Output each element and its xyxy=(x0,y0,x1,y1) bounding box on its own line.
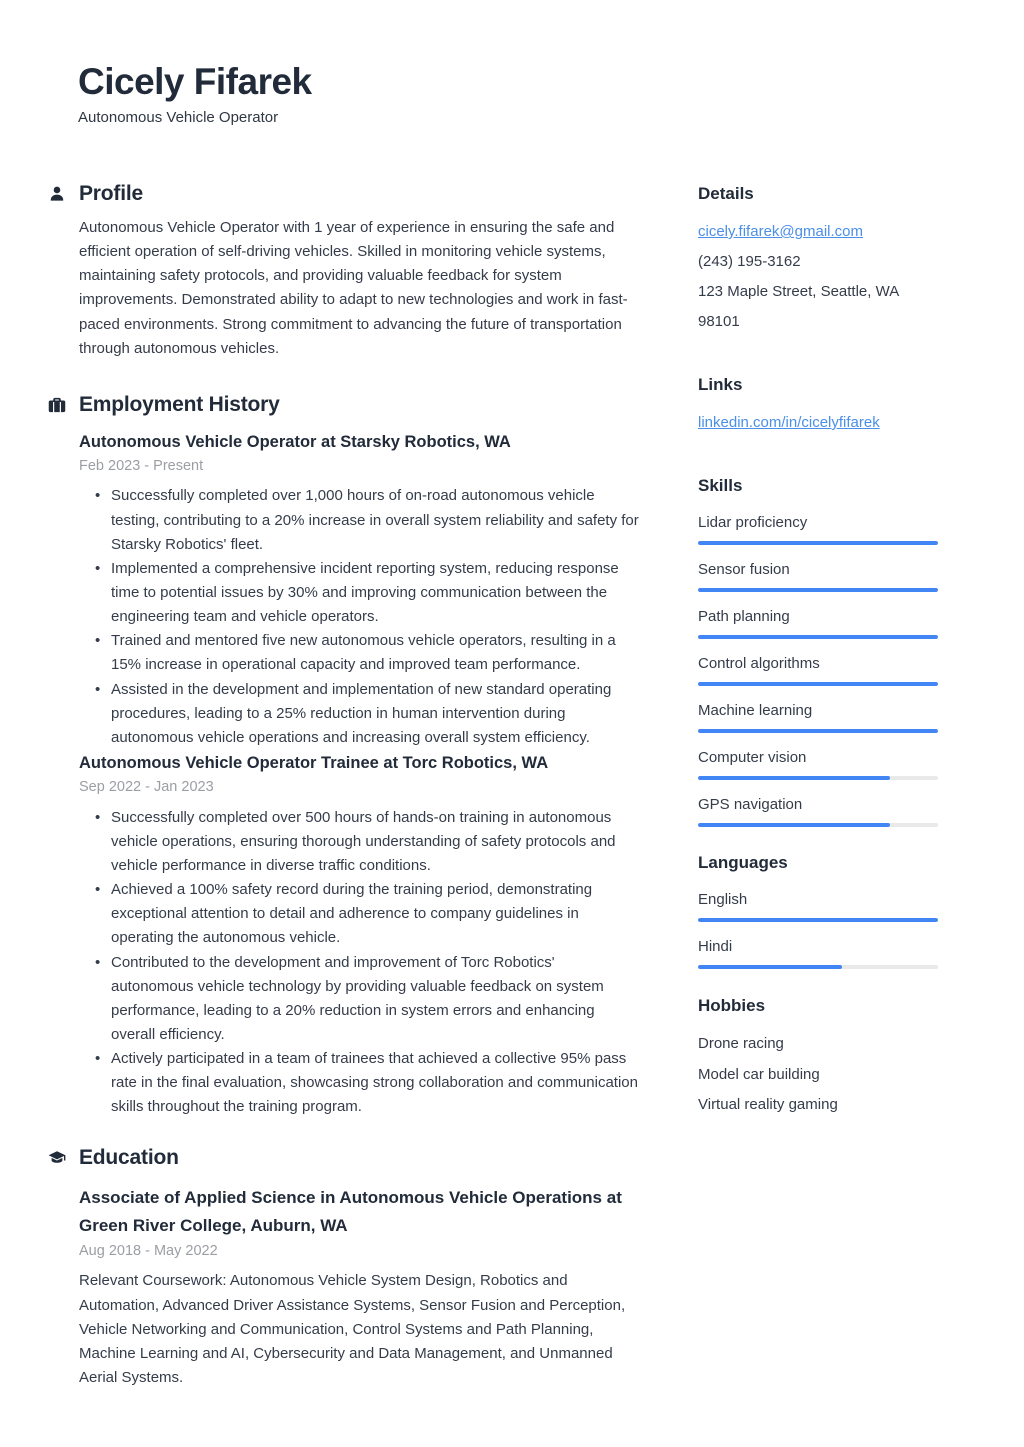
skill-item xyxy=(698,654,938,686)
skill-item xyxy=(698,513,938,545)
employment-heading xyxy=(48,393,640,417)
job-bullet: • Assisted in the development and implementation of new standard operating procedures, leading to a 25% reduction in human intervention during autonomous vehicle operations and increasing overall system efficiency. xyxy=(79,678,640,750)
skill-bar xyxy=(698,823,938,827)
job-bullet: • Achieved a 100% safety record during the training period, demonstrating exceptional attention to detail and adherence to company guidelines in operating the autonomous vehicle. xyxy=(79,878,640,950)
details-section xyxy=(698,184,938,337)
language-bar xyxy=(698,965,938,969)
skill-name: Lidar proficiency xyxy=(698,514,808,531)
skill-bar xyxy=(698,588,938,592)
links-section xyxy=(698,375,938,438)
job-bullet: • Successfully completed over 1,000 hours of on-road autonomous vehicle testing, contributing to a 20% increase in overall system reliability and safety for Starsky Robotics' fleet. xyxy=(79,484,640,556)
skill-name: Computer vision xyxy=(698,749,807,766)
graduation-cap-icon xyxy=(48,1149,66,1167)
education-section xyxy=(48,1146,640,1391)
skill-list xyxy=(698,513,938,827)
skill-item xyxy=(698,560,938,592)
briefcase-icon xyxy=(48,396,66,414)
skill-item xyxy=(698,748,938,780)
links-heading: Links xyxy=(698,375,743,394)
job-bullet-list xyxy=(79,484,640,750)
email-link[interactable]: cicely.fifarek@gmail.com xyxy=(698,223,863,240)
skill-name: Machine learning xyxy=(698,702,813,719)
language-item xyxy=(698,937,938,969)
languages-heading: Languages xyxy=(698,853,788,872)
education-entry xyxy=(79,1184,640,1391)
main-column xyxy=(48,62,640,1417)
resume-header xyxy=(78,62,640,126)
skill-item xyxy=(698,607,938,639)
education-heading xyxy=(48,1146,640,1170)
sidebar xyxy=(698,184,938,1417)
language-item xyxy=(698,890,938,922)
profile-section xyxy=(48,182,640,361)
phone-number: (243) 195-3162 xyxy=(698,253,801,270)
skill-bar xyxy=(698,541,938,545)
hobby-item: Virtual reality gaming xyxy=(698,1096,838,1113)
job-title: Autonomous Vehicle Operator Trainee at Torc Robotics, WA xyxy=(79,754,549,773)
skill-name: Control algorithms xyxy=(698,655,820,672)
details-heading: Details xyxy=(698,184,754,203)
job-entry xyxy=(79,752,640,1120)
candidate-name: Cicely Fifarek xyxy=(78,61,312,102)
hobbies-heading: Hobbies xyxy=(698,996,766,1015)
language-list xyxy=(698,890,938,969)
hobbies-section xyxy=(698,996,938,1121)
skill-bar xyxy=(698,776,938,780)
job-bullet: • Implemented a comprehensive incident reporting system, reducing response time to potential issues by 30% and improving communication between the engineering team and vehicle operators. xyxy=(79,557,640,629)
languages-section xyxy=(698,853,938,969)
candidate-title: Autonomous Vehicle Operator xyxy=(78,108,279,126)
education-description: Relevant Coursework: Autonomous Vehicle System Design, Robotics and Automation, Advanced Driver Assistance Systems, Sensor Fusion and Perception, Vehicle Networking and Communication, Control Systems and Path Planning, Machine Learning and AI, Cybersecurity and Data Management, and Unmanned Aerial Systems. xyxy=(79,1272,626,1386)
address: 123 Maple Street, Seattle, WA 98101 xyxy=(698,283,899,330)
job-bullet-list xyxy=(79,806,640,1120)
job-entry xyxy=(79,431,640,750)
skill-bar xyxy=(698,682,938,686)
job-period: Feb 2023 - Present xyxy=(79,457,204,474)
language-name: English xyxy=(698,891,748,908)
skills-heading: Skills xyxy=(698,476,743,495)
person-icon xyxy=(48,185,66,203)
employment-section xyxy=(48,393,640,1120)
skill-item xyxy=(698,701,938,733)
language-bar xyxy=(698,918,938,922)
skill-name: GPS navigation xyxy=(698,796,803,813)
job-bullet: • Trained and mentored five new autonomous vehicle operators, resulting in a 15% increase in operational capacity and improved team performance. xyxy=(79,629,640,677)
education-heading-label: Education xyxy=(79,1145,179,1169)
job-title: Autonomous Vehicle Operator at Starsky Robotics, WA xyxy=(79,432,511,451)
hobby-item: Model car building xyxy=(698,1065,820,1083)
linkedin-link[interactable]: linkedin.com/in/cicelyfifarek xyxy=(698,414,880,431)
education-period: Aug 2018 - May 2022 xyxy=(79,1242,218,1259)
job-bullet: • Successfully completed over 500 hours of hands-on training in autonomous vehicle operations, ensuring thorough understanding of safety protocols and vehicle performance in diverse traffic conditions. xyxy=(79,806,640,878)
skills-section xyxy=(698,476,938,827)
job-bullet: • Actively participated in a team of trainees that achieved a collective 95% pass rate in the final evaluation, showcasing strong collaboration and communication skills throughout the training program. xyxy=(79,1047,640,1119)
job-bullet: • Contributed to the development and improvement of Torc Robotics' autonomous vehicle technology by providing valuable feedback on system performance, leading to a 20% reduction in system errors and enhancing overall efficiency. xyxy=(79,951,640,1048)
employment-heading-label: Employment History xyxy=(79,392,280,416)
profile-heading-label: Profile xyxy=(79,181,143,205)
language-name: Hindi xyxy=(698,938,733,955)
skill-name: Sensor fusion xyxy=(698,561,790,578)
degree-title: Associate of Applied Science in Autonomous Vehicle Operations at Green River College, Auburn, WA xyxy=(79,1187,622,1235)
skill-bar xyxy=(698,635,938,639)
skill-bar xyxy=(698,729,938,733)
skill-name: Path planning xyxy=(698,608,790,625)
profile-text: Autonomous Vehicle Operator with 1 year of experience in ensuring the safe and efficient operation of self-driving vehicles. Skilled in monitoring vehicle systems, maintaining safety protocols, and providing valuable feedback for system improvements. Demonstrated ability to adapt to new technologies and work in fast-paced environments. Strong commitment to advancing the future of transportation through autonomous vehicles. xyxy=(79,218,628,357)
job-period: Sep 2022 - Jan 2023 xyxy=(79,778,214,795)
profile-heading xyxy=(48,182,640,206)
hobby-item: Drone racing xyxy=(698,1035,784,1052)
skill-item xyxy=(698,795,938,827)
